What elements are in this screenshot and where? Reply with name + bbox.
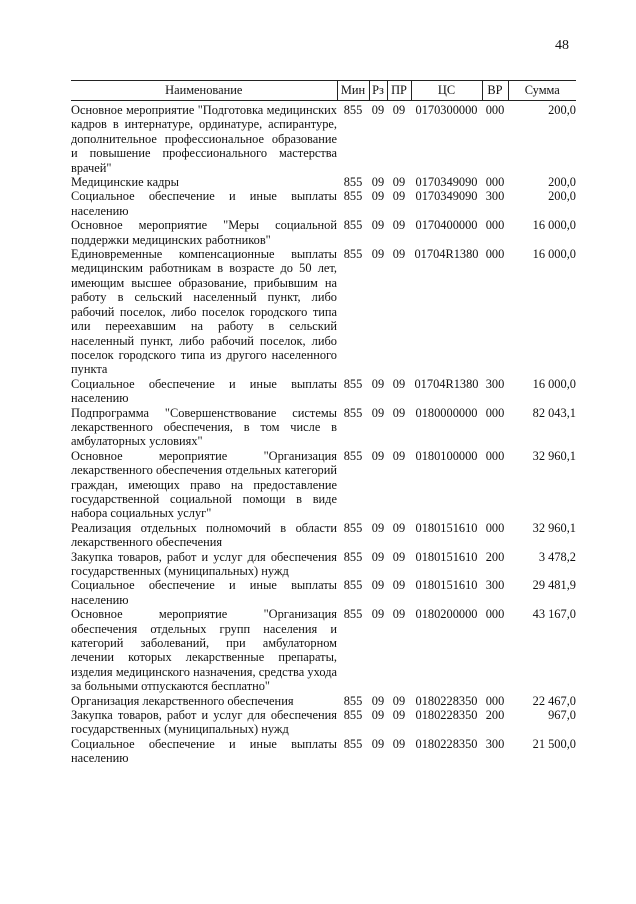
row-rz: 09 [371,708,385,723]
row-rz: 09 [371,607,385,622]
row-sum: 82 043,1 [532,405,576,420]
row-pr: 09 [392,549,406,564]
row-name: Подпрограмма "Совершенствование системы лекарственного обеспечения, в том числе в амбулаторных условиях" [71,405,337,449]
row-pr: 09 [392,607,406,622]
row-pr: 09 [392,693,406,708]
table-row [71,550,576,579]
row-cs: 0180228350 [415,693,478,708]
row-vr: 000 [485,448,505,463]
row-min: 855 [343,175,363,190]
row-sum: 200,0 [548,189,576,204]
row-pr: 09 [392,175,406,190]
header-sum: Сумма [508,81,576,101]
row-vr: 000 [485,693,505,708]
row-vr: 000 [485,405,505,420]
row-rz: 09 [371,693,385,708]
row-rz: 09 [371,549,385,564]
row-pr: 09 [392,189,406,204]
row-rz: 09 [371,405,385,420]
row-cs: 0180151610 [415,578,478,593]
budget-table [71,80,576,766]
row-pr: 09 [392,218,406,233]
row-min: 855 [343,189,363,204]
row-pr: 09 [392,520,406,535]
row-min: 855 [343,578,363,593]
row-name: Медицинские кадры [71,175,179,190]
table-row [71,189,576,218]
row-vr: 200 [485,708,505,723]
row-vr: 000 [485,175,505,190]
row-sum: 16 000,0 [532,218,576,233]
row-name: Основное мероприятие "Подготовка медицинских кадров в интернатуре, ординатуре, аспирантуре, дополнительное профессиональное образование и повышение профессионального мастерства врачей" [71,103,337,175]
row-cs: 0180000000 [415,405,478,420]
row-sum: 22 467,0 [532,693,576,708]
row-cs: 01704R1380 [414,376,479,391]
row-cs: 0170300000 [415,103,478,117]
row-cs: 0180228350 [415,708,478,723]
row-name: Социальное обеспечение и иные выплаты населению [71,376,337,406]
row-pr: 09 [392,247,406,262]
row-cs: 0180151610 [415,549,478,564]
table-row [71,708,576,737]
header-rz: Рз [369,81,387,101]
table-row [71,607,576,693]
header-min: Мин [337,81,369,101]
row-rz: 09 [371,578,385,593]
row-min: 855 [343,405,363,420]
row-min: 855 [343,103,363,117]
header-cs: ЦС [411,81,482,101]
row-pr: 09 [392,103,406,117]
row-sum: 16 000,0 [532,247,576,262]
row-min: 855 [343,247,363,262]
table-row [71,406,576,449]
row-rz: 09 [371,103,385,117]
row-sum: 967,0 [548,708,576,723]
row-vr: 200 [485,549,505,564]
row-cs: 01704R1380 [414,247,479,262]
row-sum: 200,0 [548,175,576,190]
row-sum: 43 167,0 [532,607,576,622]
table-row [71,218,576,247]
row-vr: 000 [485,103,505,117]
row-vr: 300 [485,578,505,593]
table-row [71,377,576,406]
row-name: Закупка товаров, работ и услуг для обеспечения государственных (муниципальных) нужд [71,708,337,737]
row-vr: 000 [485,607,505,622]
row-min: 855 [343,549,363,564]
row-sum: 29 481,9 [532,578,576,593]
table-row [71,247,576,377]
table-row [71,578,576,607]
row-min: 855 [343,448,363,463]
row-name: Социальное обеспечение и иные выплаты населению [71,189,337,218]
table-row [71,694,576,708]
row-sum: 32 960,1 [532,448,576,463]
header-pr: ПР [387,81,411,101]
table-row [71,175,576,189]
row-cs: 0170349090 [415,189,478,204]
row-rz: 09 [371,189,385,204]
row-min: 855 [343,376,363,391]
row-pr: 09 [392,405,406,420]
row-pr: 09 [392,376,406,391]
row-cs: 0180228350 [415,736,478,751]
row-rz: 09 [371,520,385,535]
row-name: Социальное обеспечение и иные выплаты населению [71,736,337,766]
row-pr: 09 [392,736,406,751]
row-min: 855 [343,708,363,723]
row-name: Социальное обеспечение и иные выплаты населению [71,578,337,607]
row-rz: 09 [371,736,385,751]
row-min: 855 [343,693,363,708]
row-vr: 300 [485,376,505,391]
row-rz: 09 [371,448,385,463]
row-name: Реализация отдельных полномочий в области лекарственного обеспечения [71,520,337,550]
table-row [71,737,576,766]
row-vr: 000 [485,247,505,262]
row-cs: 0170400000 [415,218,478,233]
row-cs: 0180200000 [415,607,478,622]
row-min: 855 [343,607,363,622]
table-row [71,101,576,176]
row-vr: 300 [485,189,505,204]
row-rz: 09 [371,247,385,262]
row-name: Организация лекарственного обеспечения [71,693,294,708]
row-sum: 32 960,1 [532,520,576,535]
header-vr: ВР [482,81,508,101]
row-name: Основное мероприятие "Организация обеспечения отдельных групп населения и категорий заболеваний, при амбулаторном лечении которых лекарственные препараты, изделия медицинского назначения, средства ухода за больными отпускаются бесплатно" [71,607,337,694]
row-sum: 3 478,2 [538,549,576,564]
row-vr: 000 [485,520,505,535]
row-name: Основное мероприятие "Меры социальной поддержки медицинских работников" [71,218,337,247]
row-vr: 300 [485,736,505,751]
row-min: 855 [343,520,363,535]
row-cs: 0180100000 [415,448,478,463]
table-row [71,521,576,550]
row-vr: 000 [485,218,505,233]
row-name: Единовременные компенсационные выплаты медицинским работникам в возрасте до 50 лет, имеющим высшее образование, прибывшим на работу в сельский населенный пункт, либо рабочий поселок, либо поселок городского типа или переехавшим на работу в сельский населенный пункт, либо рабочий поселок, либо поселок городского типа из другого населенного пункта [71,247,337,377]
table-header-row [71,81,576,101]
page-number: 48 [555,38,569,53]
row-min: 855 [343,736,363,751]
row-rz: 09 [371,218,385,233]
row-name: Закупка товаров, работ и услуг для обеспечения государственных (муниципальных) нужд [71,549,337,578]
row-pr: 09 [392,708,406,723]
row-rz: 09 [371,376,385,391]
row-cs: 0180151610 [415,520,478,535]
row-cs: 0170349090 [415,175,478,190]
row-min: 855 [343,218,363,233]
row-rz: 09 [371,175,385,190]
row-sum: 200,0 [548,103,576,117]
row-sum: 16 000,0 [532,376,576,391]
header-name: Наименование [71,81,337,101]
row-pr: 09 [392,448,406,463]
table-row [71,449,576,521]
row-pr: 09 [392,578,406,593]
row-name: Основное мероприятие "Организация лекарственного обеспечения отдельных категорий граждан, имеющих право на предоставление государственной социальной помощи в виде набора социальных услуг" [71,448,337,521]
row-sum: 21 500,0 [532,736,576,751]
